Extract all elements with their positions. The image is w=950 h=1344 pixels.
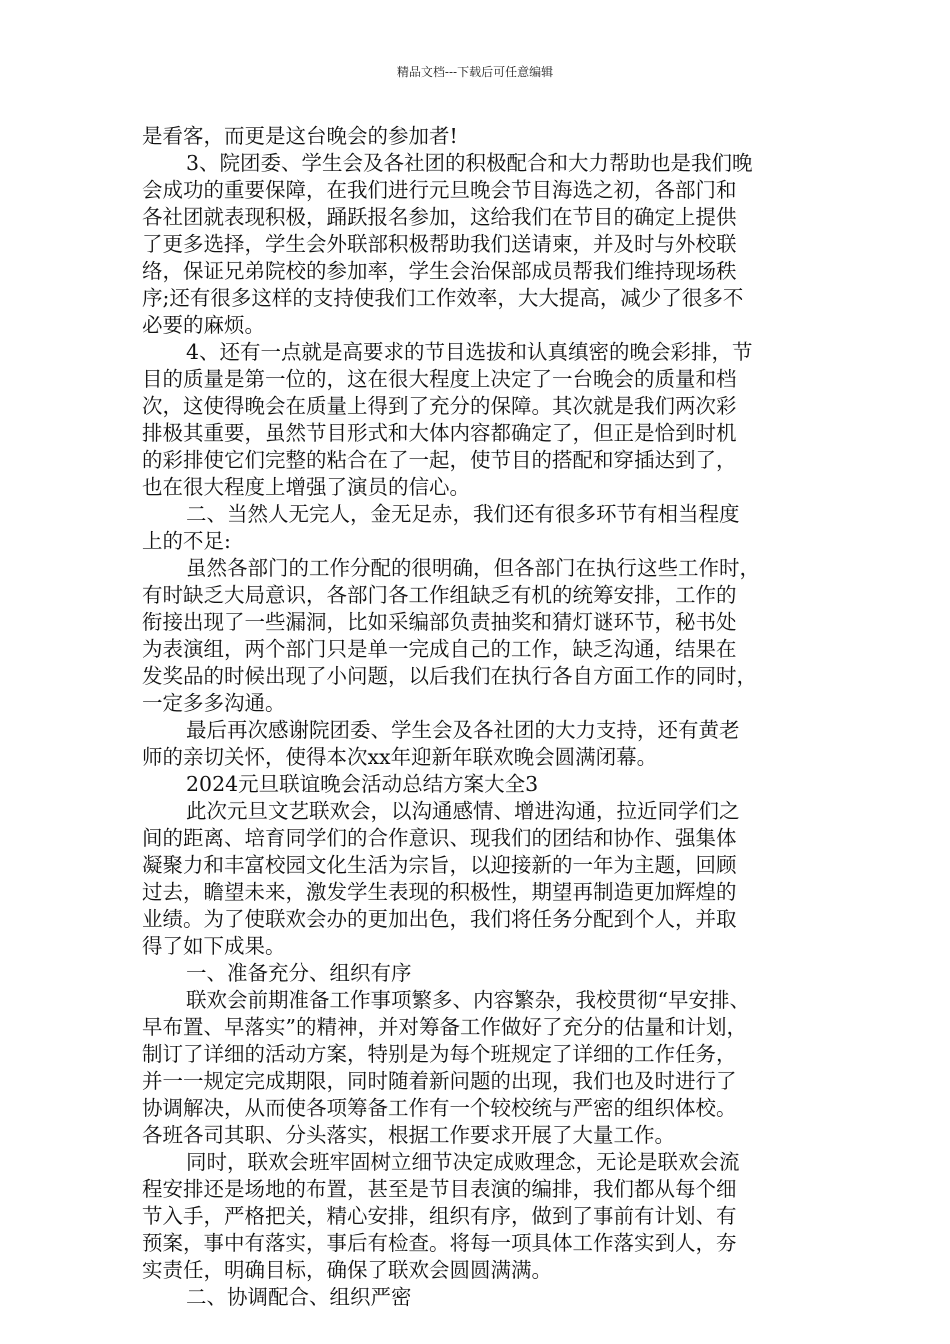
document-body [142,123,810,1311]
text-line: 并一一规定完成期限，同时随着新问题的出现，我们也及时进行了 [142,1069,737,1093]
text-line: 虽然各部门的工作分配的很明确，但各部门在执行这些工作时， [186,556,760,580]
text-line: 次，这使得晚会在质量上得到了充分的保障。其次就是我们两次彩 [142,394,737,418]
page-header: 精品文档---下载后可任意编辑 [396,65,554,79]
text-line: 业绩。为了使联欢会办的更加出色，我们将任务分配到个人，并取 [142,907,737,931]
text-line: 同时，联欢会班牢固树立细节决定成败理念，无论是联欢会流 [186,1150,740,1174]
text-line: 协调解决，从而使各项筹备工作有一个较校统与严密的组织体校。 [142,1096,737,1120]
text-line: 节入手，严格把关，精心安排，组织有序，做到了事前有计划、有 [142,1204,737,1228]
text-line: 得了如下成果。 [142,934,286,958]
text-line: 衔接出现了一些漏洞，比如采编部负责抽奖和猜灯谜环节，秘书处 [142,610,737,634]
text-line: 2024元旦联谊晚会活动总结方案大全3 [186,772,539,796]
text-line: 此次元旦文艺联欢会，以沟通感情、增进沟通，拉近同学们之 [186,799,740,823]
text-line: 过去，瞻望未来，激发学生表现的积极性，期望再制造更加辉煌的 [142,880,737,904]
text-line: 制订了详细的活动方案，特别是为每个班规定了详细的工作任务， [142,1042,737,1066]
text-line: 必要的麻烦。 [142,313,265,337]
text-line: 间的距离、培育同学们的合作意识、现我们的团结和协作、强集体 [142,826,737,850]
text-line: 师的亲切关怀，使得本次xx年迎新年联欢晚会圆满闭幕。 [142,745,658,769]
text-line: 预案，事中有落实，事后有检查。将每一项具体工作落实到人，夯 [142,1231,737,1255]
text-line: 会成功的重要保障，在我们进行元旦晚会节目海选之初，各部门和 [142,178,737,202]
text-line: 序;还有很多这样的支持使我们工作效率，大大提高，减少了很多不 [142,286,744,310]
text-line: 是看客，而更是这台晚会的参加者! [142,124,458,148]
text-line: 4、还有一点就是高要求的节目选拔和认真缜密的晚会彩排，节 [186,340,753,364]
text-line: 二、当然人无完人，金无足赤，我们还有很多环节有相当程度 [186,502,740,526]
text-line: 程安排还是场地的布置，甚至是节目表演的编排，我们都从每个细 [142,1177,737,1201]
text-line: 上的不足: [142,529,231,553]
text-line: 3、院团委、学生会及各社团的积极配合和大力帮助也是我们晚 [186,151,753,175]
text-line: 一、准备充分、组织有序 [186,961,412,985]
text-line: 也在很大程度上增强了演员的信心。 [142,475,470,499]
text-line: 二、协调配合、组织严密 [186,1285,412,1309]
text-line: 络，保证兄弟院校的参加率，学生会治保部成员帮我们维持现场秩 [142,259,737,283]
text-line: 各班各司其职、分头落实，根据工作要求开展了大量工作。 [142,1123,675,1147]
text-line: 早布置、早落实”的精神，并对筹备工作做好了充分的估量和计划， [142,1015,747,1039]
text-line: 排极其重要，虽然节目形式和大体内容都确定了，但正是恰到时机 [142,421,737,445]
text-line: 有时缺乏大局意识，各部门各工作组缺乏有机的统筹安排，工作的 [142,583,737,607]
text-line: 的彩排使它们完整的粘合在了一起，使节目的搭配和穿插达到了， [142,448,737,472]
text-line: 了更多选择，学生会外联部积极帮助我们送请柬，并及时与外校联 [142,232,737,256]
text-line: 联欢会前期准备工作事项繁多、内容繁杂，我校贯彻“早安排、 [186,988,750,1012]
text-line: 实责任，明确目标，确保了联欢会圆圆满满。 [142,1258,552,1282]
text-line: 为表演组，两个部门只是单一完成自己的工作，缺乏沟通，结果在 [142,637,737,661]
text-line: 各社团就表现积极，踊跃报名参加，这给我们在节目的确定上提供 [142,205,737,229]
text-line: 一定多多沟通。 [142,691,286,715]
text-line: 目的质量是第一位的，这在很大程度上决定了一台晚会的质量和档 [142,367,737,391]
text-line: 凝聚力和丰富校园文化生活为宗旨，以迎接新的一年为主题，回顾 [142,853,737,877]
text-line: 发奖品的时候出现了小问题，以后我们在执行各自方面工作的同时， [142,664,757,688]
text-line: 最后再次感谢院团委、学生会及各社团的大力支持，还有黄老 [186,718,740,742]
